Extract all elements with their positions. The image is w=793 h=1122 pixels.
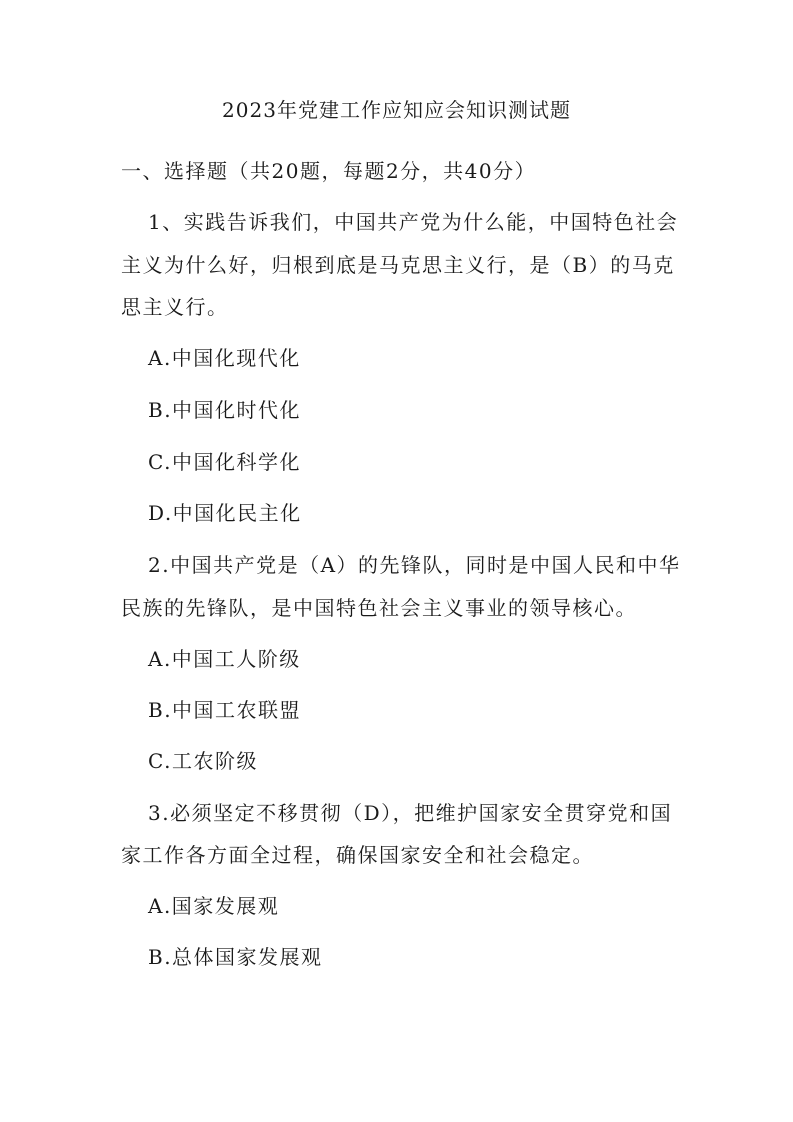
question-1-stem-line-2: 主义为什么好，归根到底是马克思主义行，是（B）的马克 [121,253,675,277]
question-1-option-a: A.中国化现代化 [148,346,301,370]
question-3-stem-line-1: 3.必须坚定不移贯彻（D），把维护国家安全贯穿党和国 [148,801,673,825]
question-2-option-c: C.工农阶级 [148,749,258,773]
question-1-stem-line-3: 思主义行。 [121,295,229,319]
question-2-stem-line-1: 2.中国共产党是（A）的先锋队，同时是中国人民和中华 [148,553,681,577]
question-3-option-a: A.国家发展观 [148,894,280,918]
question-2-option-b: B.中国工农联盟 [148,698,302,722]
question-3-stem-line-2: 家工作各方面全过程，确保国家安全和社会稳定。 [121,843,594,867]
question-3-option-b: B.总体国家发展观 [148,945,323,969]
question-2-stem-line-2: 民族的先锋队，是中国特色社会主义事业的领导核心。 [121,596,637,620]
question-1-option-b: B.中国化时代化 [148,398,302,422]
question-1-stem-line-1: 1、实践告诉我们，中国共产党为什么能，中国特色社会 [148,210,679,234]
question-1-option-d: D.中国化民主化 [148,501,302,525]
section-heading: 一、选择题（共20题，每题2分，共40分） [121,159,537,183]
question-1-option-c: C.中国化科学化 [148,450,301,474]
document-title: 2023年党建工作应知应会知识测试题 [222,98,571,122]
question-2-option-a: A.中国工人阶级 [148,647,301,671]
